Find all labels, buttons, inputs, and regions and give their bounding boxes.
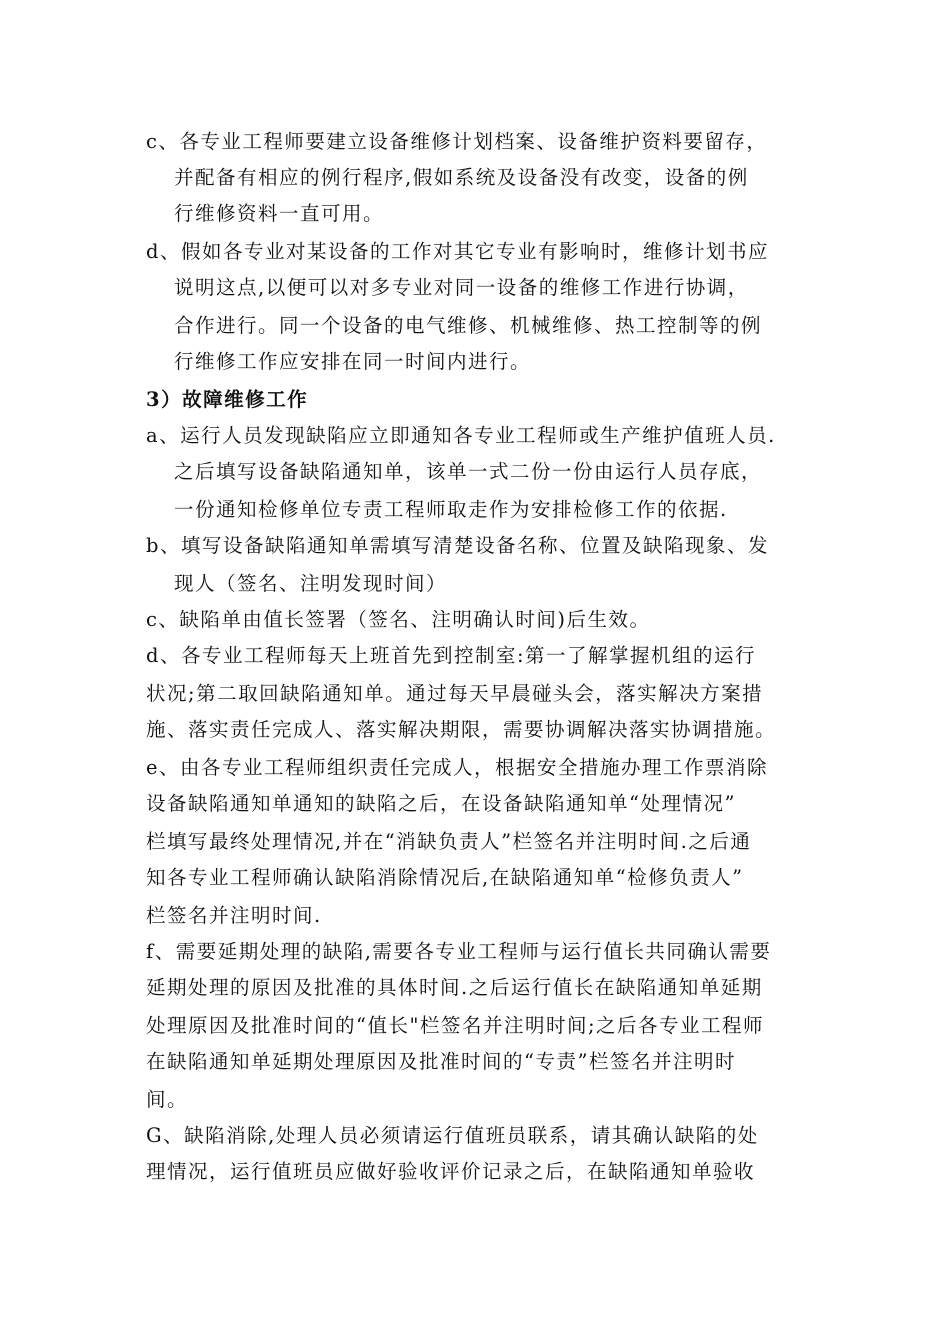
text-line: 设备缺陷通知单通知的缺陷之后，在设备缺陷通知单“处理情况” bbox=[146, 792, 736, 815]
text-line: d、假如各专业对某设备的工作对其它专业有影响时，维修计划书应 bbox=[146, 240, 769, 263]
text-line: 理情况，运行值班员应做好验收评价记录之后，在缺陷通知单验收 bbox=[146, 1160, 756, 1183]
text-line: c、缺陷单由值长签署（签名、注明确认时间)后生效。 bbox=[146, 608, 651, 631]
text-line: f、需要延期处理的缺陷,需要各专业工程师与运行值长共同确认需要 bbox=[146, 940, 772, 963]
text-line: e、由各专业工程师组织责任完成人，根据安全措施办理工作票消除 bbox=[146, 756, 769, 779]
text-line: 之后填写设备缺陷通知单，该单一式二份一份由运行人员存底， bbox=[174, 460, 763, 483]
text-line: a、运行人员发现缺陷应立即通知各专业工程师或生产维护值班人员. bbox=[146, 424, 776, 447]
text-line: 行维修工作应安排在同一时间内进行。 bbox=[174, 350, 532, 373]
text-line: b、填写设备缺陷通知单需填写清楚设备名称、位置及缺陷现象、发 bbox=[146, 534, 769, 557]
text-line: 延期处理的原因及批准的具体时间.之后运行值长在缺陷通知单延期 bbox=[146, 976, 763, 999]
text-line: 合作进行。同一个设备的电气维修、机械维修、热工控制等的例 bbox=[174, 314, 763, 337]
text-line: 处理原因及批准时间的“值长"栏签名并注明时间;之后各专业工程师 bbox=[146, 1014, 765, 1037]
text-line: 施、落实责任完成人、落实解决期限，需要协调解决落实协调措施。 bbox=[146, 718, 777, 741]
text-line: 现人（签名、注明发现时间） bbox=[174, 572, 448, 595]
text-line: d、各专业工程师每天上班首先到控制室:第一了解掌握机组的运行 bbox=[146, 644, 757, 667]
text-line: 在缺陷通知单延期处理原因及批准时间的“专责”栏签名并注明时 bbox=[146, 1050, 736, 1073]
text-line: 栏签名并注明时间. bbox=[146, 904, 322, 927]
text-line: 状况;第二取回缺陷通知单。通过每天早晨碰头会，落实解决方案措 bbox=[146, 682, 764, 705]
text-line: c、各专业工程师要建立设备维修计划档案、设备维护资料要留存， bbox=[146, 130, 768, 153]
text-line: G、缺陷消除,处理人员必须请运行值班员联系，请其确认缺陷的处 bbox=[146, 1124, 759, 1147]
text-line: 说明这点,以便可以对多专业对同一设备的维修工作进行协调， bbox=[174, 276, 749, 299]
section-heading: 3）故障维修工作 bbox=[146, 388, 309, 411]
text-line: 知各专业工程师确认缺陷消除情况后,在缺陷通知单“检修负责人” bbox=[146, 866, 744, 889]
text-line: 间。 bbox=[146, 1088, 189, 1111]
text-line: 栏填写最终处理情况,并在“消缺负责人”栏签名并注明时间.之后通 bbox=[146, 830, 752, 853]
text-line: 并配备有相应的例行程序,假如系统及设备没有改变，设备的例 bbox=[174, 166, 749, 189]
text-line: 一份通知检修单位专责工程师取走作为安排检修工作的依据. bbox=[174, 498, 728, 521]
text-line: 行维修资料一直可用。 bbox=[174, 202, 385, 225]
